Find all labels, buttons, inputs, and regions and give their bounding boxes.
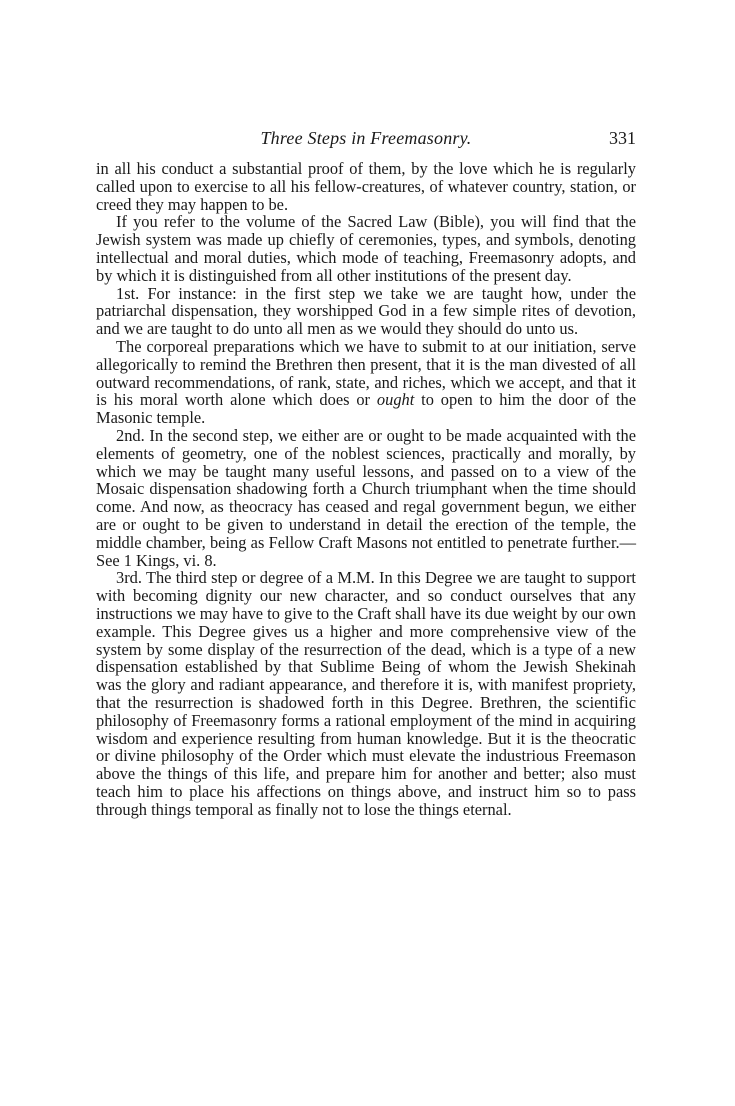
running-title: Three Steps in Freemasonry. [260,128,472,148]
page-number: 331 [609,128,636,148]
paragraph [96,160,636,213]
paragraph-text: 2nd. In the second step, we either are or ought to be made acquainted with the elements of geometry, one of the noblest sciences, practically and morally, by which we may be taught many useful lessons, and passed on to a view of the Mosaic dispensation shadowing forth a Church triumphant when the time should come. And now, as theocracy has ceased and regal government begun, we either are or ought to be given to understand in detail the erection of the temple, the middle chamber, being as Fellow Craft Masons not entitled to penetrate further.—See 1 Kings, vi. 8. [96,425,636,570]
paragraph-text: If you refer to the volume of the Sacred Law (Bible), you will find that the Jewish system was made up chiefly of ceremonies, types, and symbols, denoting intellectual and moral duties, which mode of teaching, Freemasonry adopts, and by which it is distinguished from all other institutions of the present day. [96,212,636,285]
paragraph [96,213,636,284]
paragraph [96,427,636,569]
paragraph [96,338,636,427]
running-head [96,128,636,150]
paragraph-text: in all his conduct a substantial proof of them, by the love which he is regularly called upon to exercise to all his fellow-creatures, of whatever country, station, or creed they may happen to be. [96,159,636,214]
paragraph-text: 3rd. The third step or degree of a M.M. In this Degree we are taught to support with becoming dignity our new character, and so conduct ourselves that any instructions we may have to give to the Craft shall have its due weight by our own example. This Degree gives us a higher and more comprehensive view of the system by some display of the resurrection of the dead, which is a type of a new dispensation established by that Sublime Being of whom the Jewish Shekinah was the glory and radiant appearance, and therefore it is, with manifest propriety, that the resurrection is shadowed forth in this Degree. Brethren, the scientific philosophy of Freemasonry forms a rational employment of the mind in acquiring wisdom and experience resulting from human knowledge. But it is the theocratic or divine philosophy of the Order which must elevate the industrious Freemason above the things of this life, and prepare him for another and better; also must teach him to place his affections on things above, and instruct him so to pass through things temporal as finally not to lose the things eternal. [96,568,636,819]
paragraph-text: 1st. For instance: in the first step we take we are taught how, under the patriarchal dispensation, they worshipped God in a few simple rites of devotion, and we are taught to do unto all men as we would they should do unto us. [96,283,636,339]
paragraph [96,569,636,818]
body-text [96,160,636,818]
paragraph [96,285,636,338]
paragraph-text: to open to him the door of the Masonic temple. [96,390,637,428]
emphasized-text: ought [376,390,415,410]
paragraph-text: The corporeal preparations which we have to submit to at our initiation, serve allegorically to remind the Brethren then present, that it is the man divested of all outward recommendations, of rank, state, and riches, which we accept, and that it is his moral worth alone which does or [96,336,636,410]
